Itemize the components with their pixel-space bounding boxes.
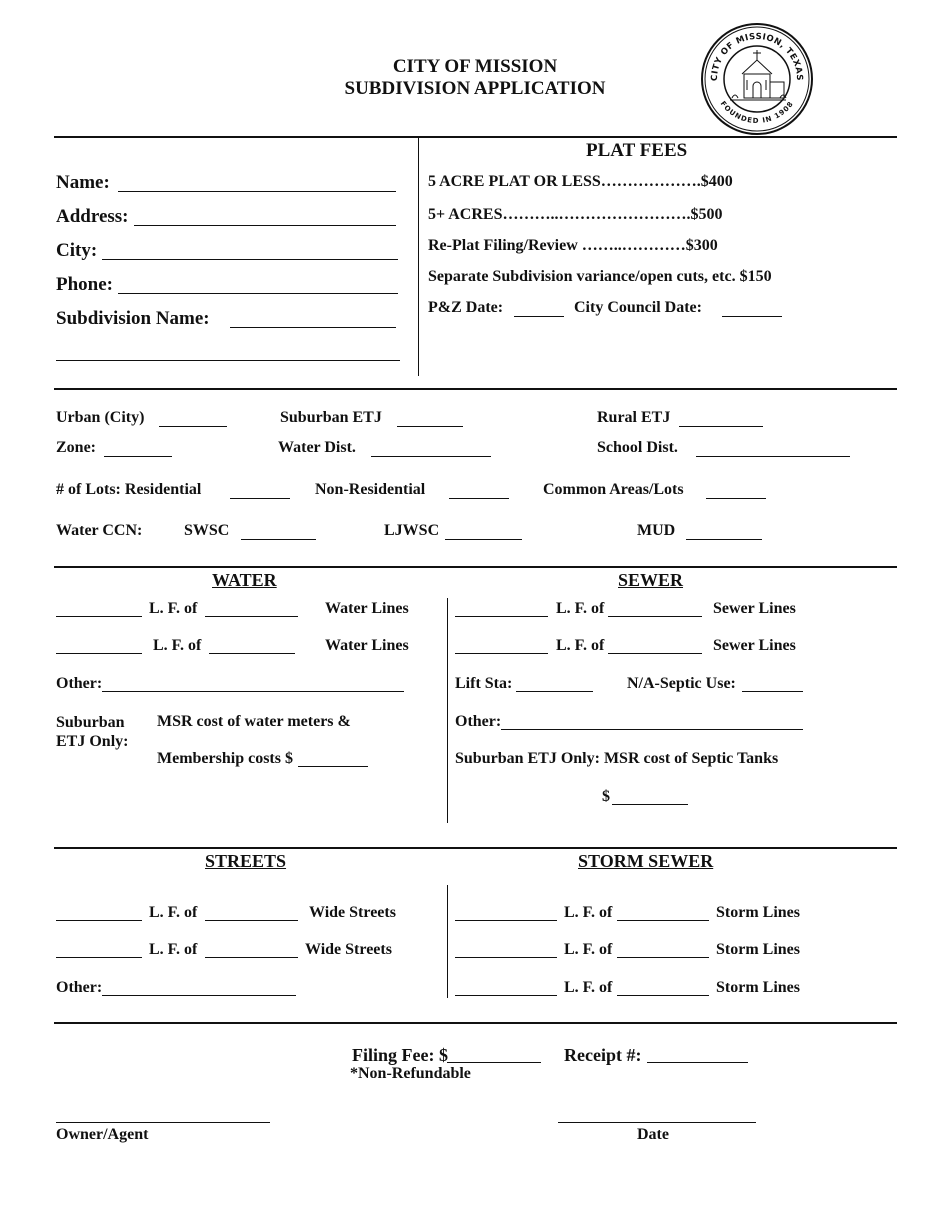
urban-label: Urban (City) <box>56 409 145 426</box>
plat-fee-replat: Re-Plat Filing/Review ……..…………$300 <box>428 237 718 254</box>
owner-agent-label: Owner/Agent <box>56 1126 149 1143</box>
sewer-other-label: Other: <box>455 713 502 730</box>
lift-sta-field[interactable] <box>516 691 593 692</box>
storm-sewer-heading: STORM SEWER <box>578 851 714 871</box>
subdivision-name-field[interactable] <box>230 327 396 328</box>
city-seal <box>700 22 814 136</box>
storm-size-field-3[interactable] <box>617 995 709 996</box>
subdivision-name-field-2[interactable] <box>56 360 400 361</box>
sewer-lf-field-1[interactable] <box>455 616 548 617</box>
school-dist-field[interactable] <box>696 456 850 457</box>
date-label: Date <box>637 1126 669 1143</box>
filing-fee-field[interactable] <box>447 1062 541 1063</box>
plat-fee-5-plus-acres: 5+ ACRES………..…………………….$500 <box>428 206 723 223</box>
septic-cost-dollar: $ <box>602 788 610 805</box>
ljwsc-label: LJWSC <box>384 522 440 539</box>
streets-width-field-1[interactable] <box>205 920 298 921</box>
streets-other-field[interactable] <box>102 995 296 996</box>
name-label: Name: <box>56 172 110 193</box>
common-areas-label: Common Areas/Lots <box>543 481 684 498</box>
water-heading: WATER <box>212 570 277 590</box>
water-lf-field-2[interactable] <box>56 653 142 654</box>
title-line-1: CITY OF MISSION <box>392 56 558 77</box>
non-refundable-note: *Non-Refundable <box>350 1065 471 1082</box>
water-membership-label: Membership costs $ <box>157 750 293 767</box>
phone-field[interactable] <box>118 293 398 294</box>
lots-nonresidential-label: Non-Residential <box>315 481 426 498</box>
water-suburban-label <box>56 713 128 751</box>
water-size-field-1[interactable] <box>205 616 298 617</box>
streets-lf-field-2[interactable] <box>56 957 142 958</box>
title-line-2: SUBDIVISION APPLICATION <box>344 78 606 99</box>
water-lf-label-1: L. F. of <box>149 600 198 617</box>
swsc-label: SWSC <box>184 522 230 539</box>
water-membership-field[interactable] <box>298 766 368 767</box>
storm-lines-label-3: Storm Lines <box>716 979 800 996</box>
receipt-field[interactable] <box>647 1062 748 1063</box>
plat-fee-variance: Separate Subdivision variance/open cuts, etc. $150 <box>428 268 772 285</box>
rural-etj-field[interactable] <box>679 426 763 427</box>
storm-size-field-1[interactable] <box>617 920 709 921</box>
storm-lines-label-2: Storm Lines <box>716 941 800 958</box>
water-ccn-label: Water CCN: <box>56 522 143 539</box>
septic-use-label: N/A-Septic Use: <box>627 675 736 692</box>
water-msr-label: MSR cost of water meters & <box>157 713 351 730</box>
water-suburban-line-2: ETJ Only: <box>56 733 129 750</box>
lots-residential-field[interactable] <box>230 498 290 499</box>
ljwsc-field[interactable] <box>445 539 522 540</box>
water-lines-label-2: Water Lines <box>325 637 409 654</box>
wide-streets-label-1: Wide Streets <box>309 904 396 921</box>
urban-field[interactable] <box>159 426 227 427</box>
water-other-field[interactable] <box>102 691 404 692</box>
pz-date-label: P&Z Date: <box>428 299 504 316</box>
sewer-other-field[interactable] <box>501 729 803 730</box>
mud-field[interactable] <box>686 539 762 540</box>
lift-sta-label: Lift Sta: <box>455 675 513 692</box>
plat-fees-heading: PLAT FEES <box>586 140 688 161</box>
streets-width-field-2[interactable] <box>205 957 298 958</box>
subdivision-name-label: Subdivision Name: <box>56 308 210 329</box>
rural-etj-label: Rural ETJ <box>597 409 671 426</box>
water-lf-field-1[interactable] <box>56 616 142 617</box>
water-dist-label: Water Dist. <box>278 439 356 456</box>
section3-divider <box>54 566 897 568</box>
streets-lf-label-1: L. F. of <box>149 904 198 921</box>
water-sewer-vertical-divider <box>447 598 448 823</box>
name-field[interactable] <box>118 191 396 192</box>
city-field[interactable] <box>102 259 398 260</box>
septic-cost-field[interactable] <box>612 804 688 805</box>
streets-lf-label-2: L. F. of <box>149 941 198 958</box>
section4-divider <box>54 847 897 849</box>
sewer-size-field-1[interactable] <box>608 616 702 617</box>
streets-lf-field-1[interactable] <box>56 920 142 921</box>
form-title <box>300 56 650 100</box>
storm-lf-label-1: L. F. of <box>564 904 613 921</box>
owner-signature-line[interactable] <box>56 1122 270 1123</box>
lots-residential-label: # of Lots: Residential <box>56 481 202 498</box>
common-areas-field[interactable] <box>706 498 766 499</box>
storm-lf-label-3: L. F. of <box>564 979 613 996</box>
sewer-lf-field-2[interactable] <box>455 653 548 654</box>
seal-icon <box>700 22 814 136</box>
water-size-field-2[interactable] <box>209 653 295 654</box>
sewer-lf-label-1: L. F. of <box>556 600 605 617</box>
storm-lf-field-3[interactable] <box>455 995 557 996</box>
sewer-heading: SEWER <box>618 570 684 590</box>
section1-vertical-divider <box>418 138 419 376</box>
streets-other-label: Other: <box>56 979 103 996</box>
suburban-etj-label: Suburban ETJ <box>280 409 382 426</box>
water-lf-label-2: L. F. of <box>153 637 202 654</box>
city-label: City: <box>56 240 98 261</box>
plat-fee-5-acre: 5 ACRE PLAT OR LESS……………….$400 <box>428 173 733 190</box>
footer-divider <box>54 1022 897 1024</box>
section2-divider <box>54 388 897 390</box>
receipt-label: Receipt #: <box>564 1045 642 1065</box>
address-field[interactable] <box>134 225 396 226</box>
storm-lf-field-1[interactable] <box>455 920 557 921</box>
address-label: Address: <box>56 206 129 227</box>
date-signature-line[interactable] <box>558 1122 756 1123</box>
storm-size-field-2[interactable] <box>617 957 709 958</box>
sewer-lines-label-1: Sewer Lines <box>713 600 796 617</box>
sewer-lines-label-2: Sewer Lines <box>713 637 796 654</box>
mud-label: MUD <box>637 522 676 539</box>
storm-lines-label-1: Storm Lines <box>716 904 800 921</box>
water-lines-label-1: Water Lines <box>325 600 409 617</box>
wide-streets-label-2: Wide Streets <box>305 941 392 958</box>
swsc-field[interactable] <box>241 539 316 540</box>
zone-label: Zone: <box>56 439 96 456</box>
storm-lf-label-2: L. F. of <box>564 941 613 958</box>
seal-top-text: CITY OF MISSION, TEXAS <box>709 31 805 82</box>
storm-lf-field-2[interactable] <box>455 957 557 958</box>
lots-nonresidential-field[interactable] <box>449 498 509 499</box>
water-suburban-line-1: Suburban <box>56 714 125 731</box>
council-date-label: City Council Date: <box>574 299 702 316</box>
water-dist-field[interactable] <box>371 456 491 457</box>
seal-bottom-text: FOUNDED IN 1908 <box>718 99 796 126</box>
sewer-lf-label-2: L. F. of <box>556 637 605 654</box>
septic-use-field[interactable] <box>742 691 803 692</box>
suburban-etj-field[interactable] <box>397 426 463 427</box>
sewer-suburban-label: Suburban ETJ Only: MSR cost of Septic Tanks <box>455 750 779 767</box>
streets-storm-vertical-divider <box>447 885 448 998</box>
water-other-label: Other: <box>56 675 103 692</box>
phone-label: Phone: <box>56 274 113 295</box>
top-divider <box>54 136 897 138</box>
school-dist-label: School Dist. <box>597 439 678 456</box>
filing-fee-label: Filing Fee: $ <box>352 1045 448 1065</box>
streets-heading: STREETS <box>205 851 287 871</box>
council-date-field[interactable] <box>722 316 782 317</box>
sewer-size-field-2[interactable] <box>608 653 702 654</box>
pz-date-field[interactable] <box>514 316 564 317</box>
zone-field[interactable] <box>104 456 172 457</box>
